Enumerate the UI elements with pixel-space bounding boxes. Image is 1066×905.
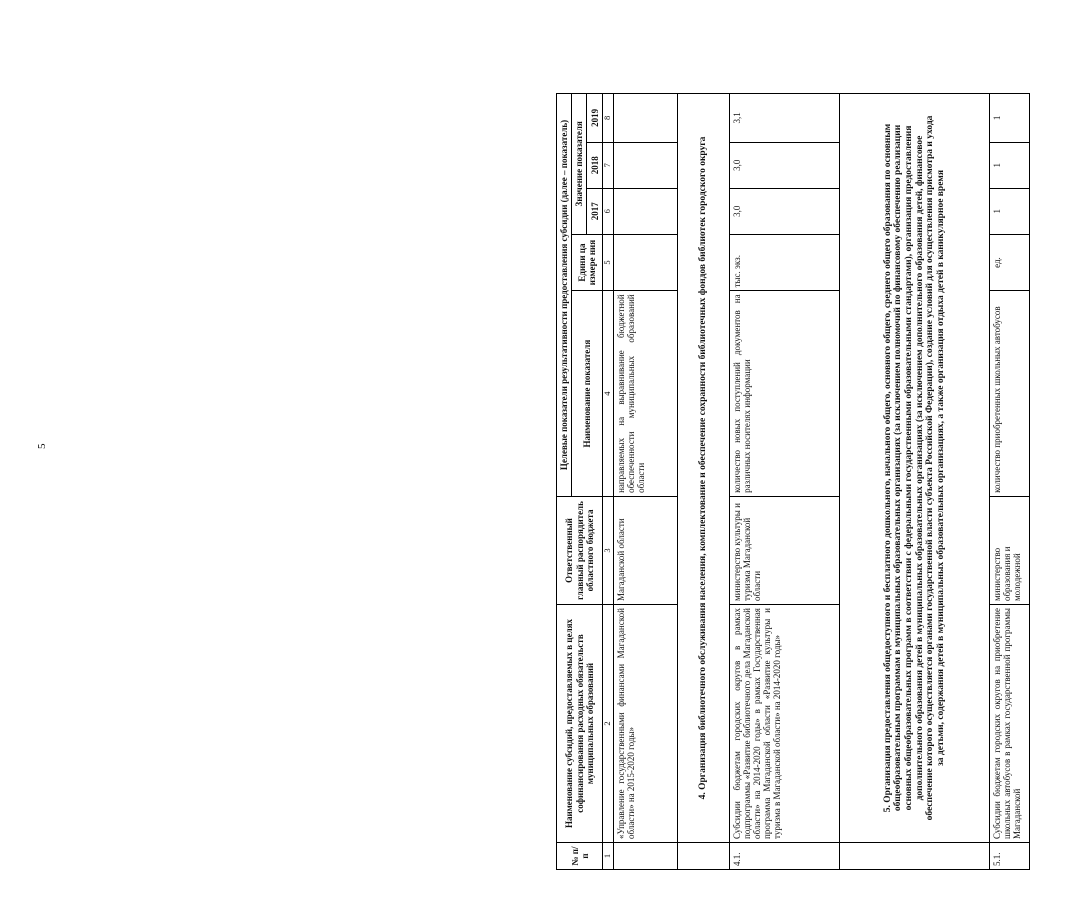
cell-indicator: количество приобретенных школьных автобусов (990, 291, 1030, 496)
cell-distributor: Магаданской области (614, 496, 678, 604)
cell-value-2019 (614, 94, 678, 143)
header-no: № п/п (557, 842, 603, 869)
cell-value-2018 (614, 142, 678, 188)
col-number: 1 (603, 842, 614, 869)
cell-value-2018: 1 (990, 142, 1030, 188)
cell-value-2019: 3,1 (730, 94, 840, 143)
cell-no: 5.1. (990, 842, 1030, 869)
table-row (730, 94, 840, 870)
header-year-2018: 2018 (587, 142, 603, 188)
cell-subsidy-name: Субсидии бюджетам городских округов в рамках подпрограммы «Развитие библиотечного дела Магаданской области» на 2014-2020 годы» в рамках Государственная программа Магаданской области «Развитие культуры и туризма в Магаданской области» на 2014-2020 годы» (730, 605, 840, 843)
header-year-2017: 2017 (587, 188, 603, 234)
cell-value-2017: 1 (990, 188, 1030, 234)
cell-distributor: министерство образования и молодежной (990, 496, 1030, 604)
cell-no (614, 842, 678, 869)
cell-indicator: количество новых поступлений документов на различных носителях информации (730, 291, 840, 496)
col-number: 7 (603, 142, 614, 188)
cell-no: 4.1. (730, 842, 840, 869)
header-targets-group: Целевые показатели результативности предоставления субсидии (далее – показатель) (557, 94, 572, 497)
col-number: 3 (603, 496, 614, 604)
col-number: 2 (603, 605, 614, 843)
cell-distributor: министерство культуры и туризма Магаданской области (730, 496, 840, 604)
column-number-row (603, 94, 614, 870)
table-row (614, 94, 678, 870)
cell-value-2017 (614, 188, 678, 234)
col-number: 5 (603, 234, 614, 291)
rotated-document (556, 93, 1066, 870)
header-values-group: Значение показателя (572, 94, 587, 235)
subsidy-table (556, 93, 1030, 870)
cell-subsidy-name: «Управление государственными финансами Магаданской области» на 2015-2020 годы» (614, 605, 678, 843)
cell-subsidy-name: Субсидии бюджетам городских округов на приобретение школьных автобусов в рамках государственной программы Магаданской (990, 605, 1030, 843)
cell-value-2017: 3,0 (730, 188, 840, 234)
cell-indicator: направляемых на выравнивание бюджетной обеспеченности муниципальных образований области (614, 291, 678, 496)
header-subsidy-name: Наименование субсидий, предоставляемых в целях софинансирования расходных обязательств муниципальных образований (557, 605, 603, 843)
col-number: 6 (603, 188, 614, 234)
cell-unit: ед. (990, 234, 1030, 291)
section-5-heading: 5. Организация предоставления общедоступного и бесплатного дошкольного, начального общего, основного общего, среднего общего образования по основным общеобразовательным программам в муниципальных образовательных организациях (за исключением полномочий по финансовому обеспечению реализации основных общеобразовательных программ в соответствии с федеральными государственными образовательными стандартами), организация предоставления дополнительного образования детей в муниципальных образовательных организациях (за исключением дополнительного образования детей, финансовое обеспечение которого осуществляется органами государственной власти субъекта Российской Федерации), создание условий для осуществления присмотра и ухода за детьми, содержания детей в муниципальных образовательных организациях, а также организация отдыха детей в каникулярное время (840, 94, 990, 843)
table-row (990, 94, 1030, 870)
section-4-heading: 4. Организация библиотечного обслуживания населения, комплектование и обеспечение сохранности библиотечных фондов библиотек городского округа (678, 94, 730, 843)
cell-value-2019: 1 (990, 94, 1030, 143)
header-unit: Едини ца измере ния (572, 234, 603, 291)
col-number: 8 (603, 94, 614, 143)
col-number: 4 (603, 291, 614, 496)
cell-unit: тыс. экз. (730, 234, 840, 291)
page-number: 5 (36, 443, 48, 449)
cell-value-2018: 3,0 (730, 142, 840, 188)
header-distributor: Ответственный главный распорядитель областного бюджета (557, 496, 603, 604)
cell-unit (614, 234, 678, 291)
header-year-2019: 2019 (587, 94, 603, 143)
header-indicator-name: Наименование показателя (572, 291, 603, 496)
